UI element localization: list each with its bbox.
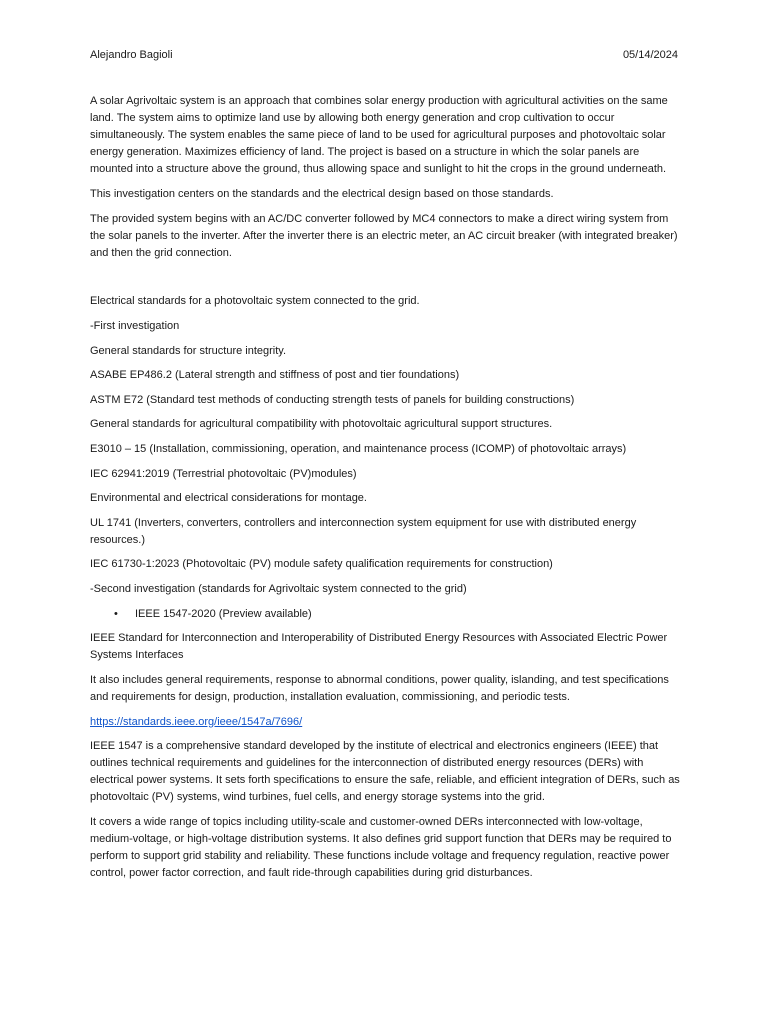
list-item [90, 606, 682, 623]
document-date: 05/14/2024 [622, 49, 678, 61]
paragraph-gap [90, 269, 682, 293]
intro-paragraph-3: The provided system begins with an AC/DC converter followed by MC4 connectors to make a direct wiring system from the solar panels to the inverter. After the inverter there is an electric meter, an AC circuit breaker (with integrated breaker) and then the grid connection. [90, 212, 678, 259]
bullet-marker: • [114, 607, 118, 620]
first-investigation-heading: -First investigation [90, 319, 180, 332]
ieee-description-paragraph: IEEE 1547 is a comprehensive standard developed by the institute of electrical and electronics engineers (IEEE) that outlines technical requirements and guidelines for the interconnection of distributed energy resources (DERs) with electrical power systems. It sets forth specifications to ensure the safe, reliable, and efficient integration of DERs, such as photovoltaic (PV) systems, wind turbines, fuel cells, and energy storage systems into the grid. [90, 740, 680, 804]
standard-asabe: ASABE EP486.2 (Lateral strength and stiffness of post and tier foundations) [90, 369, 460, 382]
standard-iec61730: IEC 61730-1:2023 (Photovoltaic (PV) module safety qualification requirements for construction) [90, 558, 553, 571]
structure-integrity-heading: General standards for structure integrity. [90, 344, 287, 357]
document-body [90, 93, 682, 890]
bullet-ieee-1547: IEEE 1547-2020 (Preview available) [135, 607, 312, 620]
ieee-link[interactable]: https://standards.ieee.org/ieee/1547a/7696/ [90, 715, 303, 728]
ieee-coverage-paragraph: It covers a wide range of topics including utility-scale and customer-owned DERs interconnected with low-voltage, medium-voltage, or high-voltage distribution systems. It also defines grid support function that DERs may be required to perform to support grid stability and reliability. These functions include voltage and frequency regulation, reactive power control, power factor correction, and fault ride-through capabilities during grid disturbances. [90, 816, 672, 880]
standards-title: Electrical standards for a photovoltaic system connected to the grid. [90, 295, 420, 308]
standard-ul1741: UL 1741 (Inverters, converters, controllers and interconnection system equipment for use with distributed energy resources.) [90, 516, 637, 546]
environmental-heading: Environmental and electrical considerations for montage. [90, 492, 367, 505]
intro-paragraph-1: A solar Agrivoltaic system is an approach that combines solar energy production with agricultural activities on the same land. The system aims to optimize land use by allowing both energy generation and crop cultivation to occur simultaneously. The system enables the same piece of land to be used for agricultural purposes and photovoltaic solar energy generation. Maximizes efficiency of land. The project is based on a structure in which the solar panels are mounted into a structure above the ground, thus allowing space and sunlight to hit the crops in the ground underneath. [90, 95, 668, 176]
standard-iec62941: IEC 62941:2019 (Terrestrial photovoltaic (PV)modules) [90, 467, 357, 480]
agricultural-compatibility-heading: General standards for agricultural compatibility with photovoltaic agricultural support structures. [90, 418, 553, 431]
standard-e3010: E3010 – 15 (Installation, commissioning, operation, and maintenance process (ICOMP) of photovoltaic arrays) [90, 442, 627, 455]
author-name: Alejandro Bagioli [90, 49, 173, 61]
standard-astm: ASTM E72 (Standard test methods of conducting strength tests of panels for building constructions) [90, 393, 575, 406]
intro-paragraph-2: This investigation centers on the standards and the electrical design based on those standards. [90, 187, 554, 200]
ieee-scope-paragraph: It also includes general requirements, response to abnormal conditions, power quality, islanding, and test specifications and requirements for design, production, installation evaluation, commissioning, and periodic tests. [90, 673, 669, 703]
link-paragraph [90, 714, 682, 731]
ieee-standard-title: IEEE Standard for Interconnection and Interoperability of Distributed Energy Resources with Associated Electric Power Systems Interfaces [90, 632, 668, 662]
page-header [90, 47, 678, 64]
second-investigation-heading: -Second investigation (standards for Agrivoltaic system connected to the grid) [90, 582, 467, 595]
